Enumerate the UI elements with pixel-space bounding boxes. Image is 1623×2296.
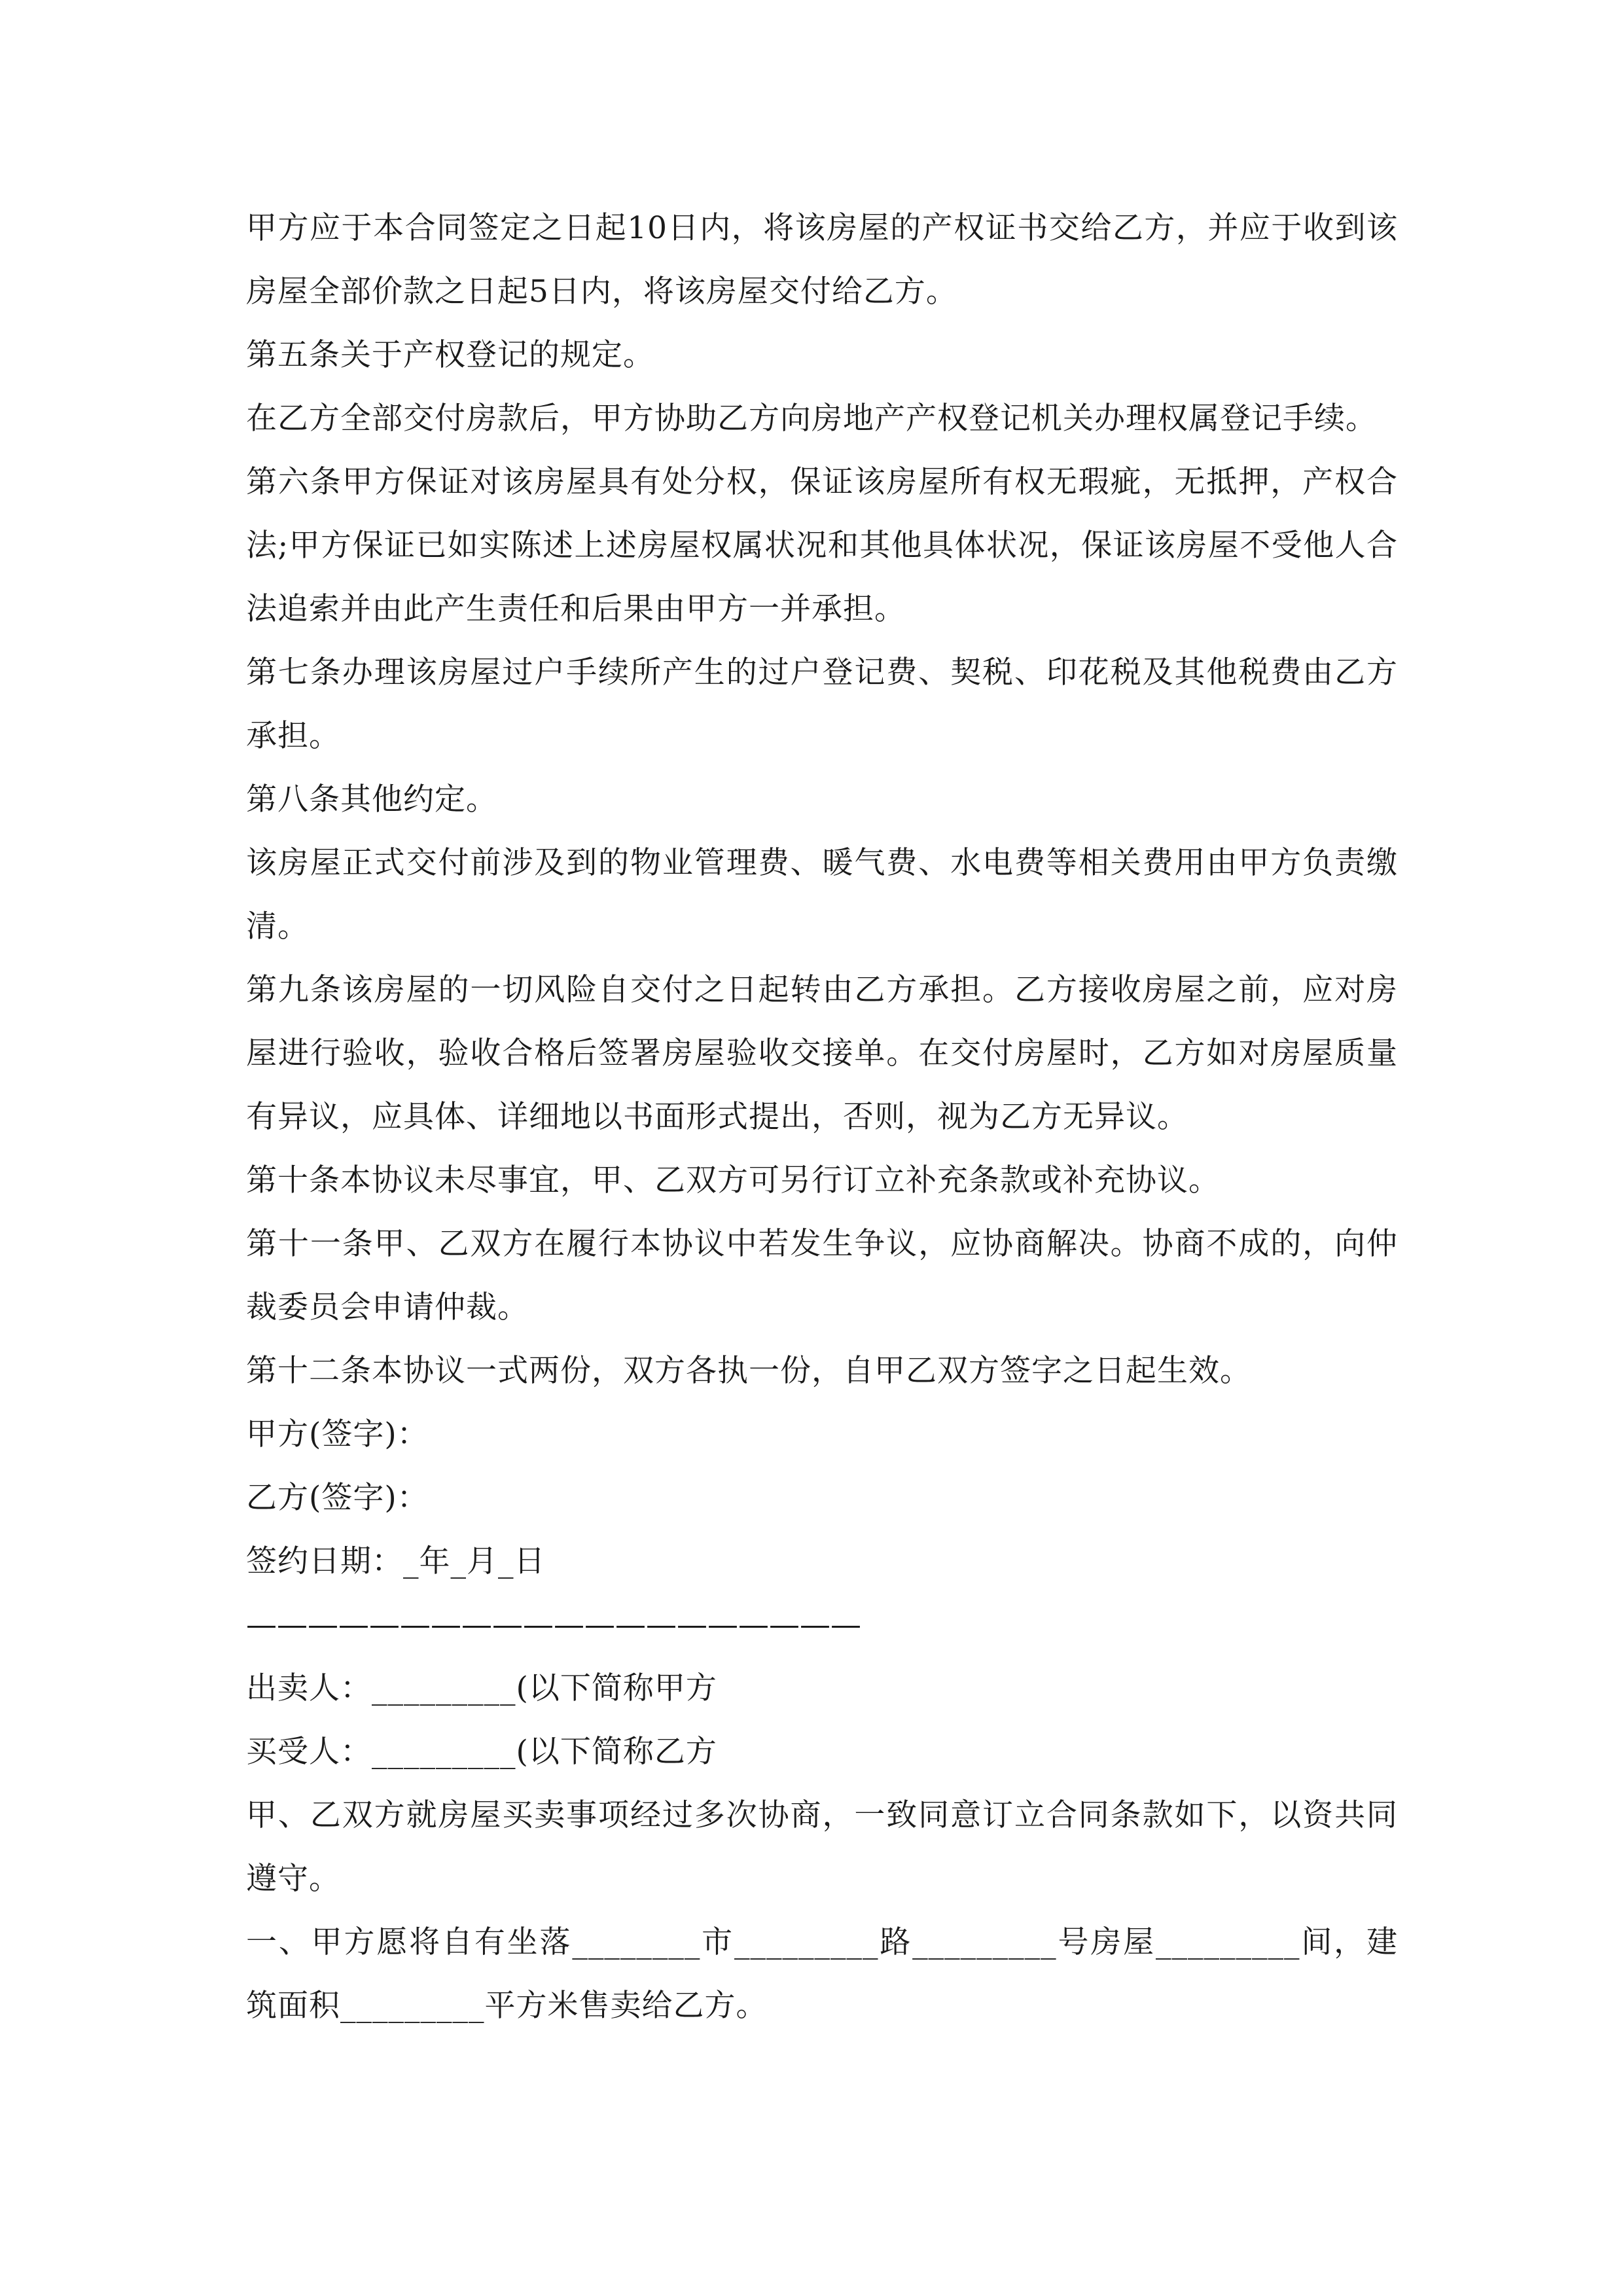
article-8-text: 该房屋正式交付前涉及到的物业管理费、暖气费、水电费等相关费用由甲方负责缴清。 — [246, 845, 1398, 944]
buyer-line: 买受人：_________(以下简称乙方 — [246, 1734, 717, 1770]
article-7: 第七条办理该房屋过户手续所产生的过户登记费、契税、印花税及其他税费由乙方承担。 — [246, 655, 1398, 754]
article-5-heading: 第五条关于产权登记的规定。 — [246, 337, 654, 373]
clause-1-property: 一、甲方愿将自有坐落________市_________路_________号房屋_________间，建筑面积_________平方米售卖给乙方。 — [246, 1924, 1398, 2024]
article-10: 第十条本协议未尽事宜，甲、乙双方可另行订立补充条款或补充协议。 — [246, 1162, 1220, 1198]
seller-line: 出卖人：_________(以下简称甲方 — [246, 1670, 717, 1706]
section-divider: ———————————————————— — [246, 1607, 861, 1643]
article-11: 第十一条甲、乙双方在履行本协议中若发生争议，应协商解决。协商不成的，向仲裁委员会申请仲裁。 — [246, 1226, 1398, 1325]
paragraph-delivery-terms: 甲方应于本合同签定之日起10日内，将该房屋的产权证书交给乙方，并应于收到该房屋全部价款之日起5日内，将该房屋交付给乙方。 — [246, 210, 1398, 310]
agreement-preamble: 甲、乙双方就房屋买卖事项经过多次协商，一致同意订立合同条款如下，以资共同遵守。 — [246, 1797, 1398, 1897]
document-body — [246, 196, 1398, 2037]
article-5-text: 在乙方全部交付房款后，甲方协助乙方向房地产产权登记机关办理权属登记手续。 — [246, 401, 1377, 437]
article-8-heading: 第八条其他约定。 — [246, 781, 497, 817]
article-6: 第六条甲方保证对该房屋具有处分权，保证该房屋所有权无瑕疵，无抵押，产权合法;甲方保证已如实陈述上述房屋权属状况和其他具体状况，保证该房屋不受他人合法追索并由此产生责任和后果由甲方一并承担。 — [246, 464, 1398, 627]
party-a-signature: 甲方(签字)： — [246, 1416, 429, 1452]
article-9: 第九条该房屋的一切风险自交付之日起转由乙方承担。乙方接收房屋之前，应对房屋进行验收，验收合格后签署房屋验收交接单。在交付房屋时，乙方如对房屋质量有异议，应具体、详细地以书面形式提出，否则，视为乙方无异议。 — [246, 972, 1398, 1135]
party-b-signature: 乙方(签字)： — [246, 1480, 429, 1516]
article-12: 第十二条本协议一式两份，双方各执一份，自甲乙双方签字之日起生效。 — [246, 1353, 1251, 1389]
signing-date: 签约日期：_年_月_日 — [246, 1543, 546, 1579]
